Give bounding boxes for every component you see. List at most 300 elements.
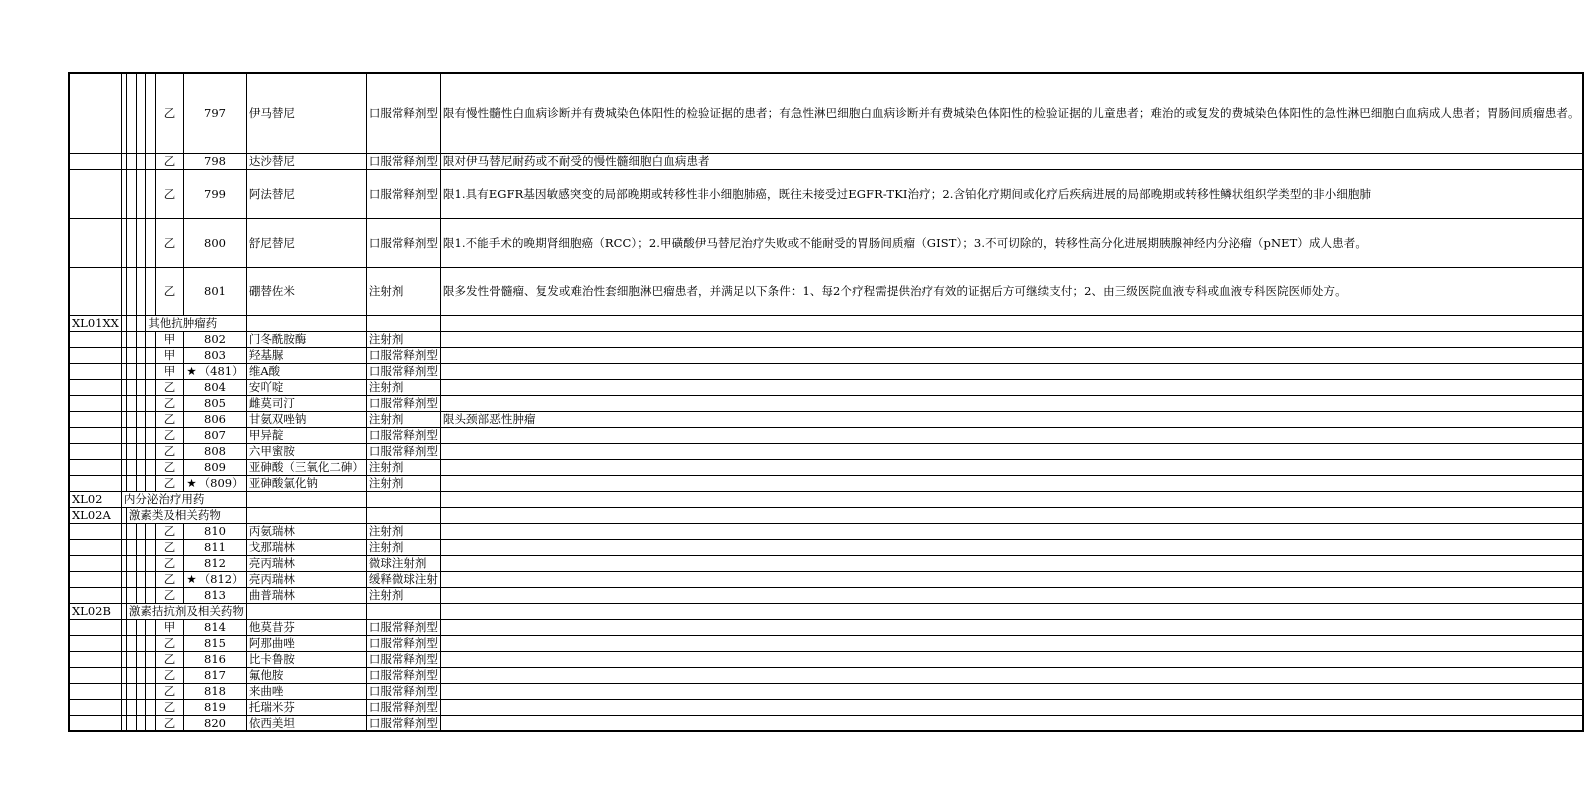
- drug-number: 807: [204, 428, 226, 442]
- star-icon: ★: [186, 476, 197, 490]
- empty-cell: [136, 475, 146, 491]
- category-code-cell: [69, 73, 121, 153]
- drug-name-cell: [246, 507, 366, 523]
- remark-cell: 限有慢性髓性白血病诊断并有费城染色体阳性的检验证据的患者；有急性淋巴细胞白血病诊断并有费城染色体阳性的检验证据的儿童患者；难治的或复发的费城染色体阳性的急性淋巴细胞白血病成人患者；胃肠间质瘤患者。: [440, 73, 1582, 153]
- drug-number-cell: [184, 411, 247, 427]
- table-row: [69, 267, 1583, 315]
- empty-cell: [136, 683, 146, 699]
- drug-number: （481）: [198, 364, 244, 378]
- category-code-cell: [69, 667, 121, 683]
- remark-cell: [440, 475, 1582, 491]
- drug-number-cell: [184, 683, 247, 699]
- empty-cell: [146, 587, 156, 603]
- remark-cell: [440, 443, 1582, 459]
- empty-cell: [136, 635, 146, 651]
- empty-cell: [126, 635, 136, 651]
- drug-number-cell: [184, 555, 247, 571]
- empty-cell: [146, 395, 156, 411]
- dosage-form-cell: [366, 491, 440, 507]
- empty-cell: [146, 635, 156, 651]
- category-code-cell: [69, 169, 121, 218]
- drug-name-cell: 氟他胺: [246, 667, 366, 683]
- dosage-form-cell: 口服常释剂型: [366, 153, 440, 169]
- empty-cell: [136, 267, 146, 315]
- dosage-form-cell: 注射剂: [366, 587, 440, 603]
- empty-cell: [126, 363, 136, 379]
- empty-cell: [136, 571, 146, 587]
- remark-cell: [440, 459, 1582, 475]
- remark-cell: [440, 603, 1582, 619]
- remark-cell: 限对伊马替尼耐药或不耐受的慢性髓细胞白血病患者: [440, 153, 1582, 169]
- drug-name-cell: 他莫昔芬: [246, 619, 366, 635]
- category-code-cell: [69, 699, 121, 715]
- drug-number: （812）: [198, 572, 244, 586]
- empty-cell: [136, 619, 146, 635]
- drug-number-cell: [184, 379, 247, 395]
- drug-number-cell: [184, 699, 247, 715]
- empty-cell: [136, 347, 146, 363]
- drug-number-cell: [184, 715, 247, 731]
- remark-cell: [440, 507, 1582, 523]
- dosage-form-cell: 注射剂: [366, 539, 440, 555]
- section-row: [69, 603, 1583, 619]
- category-code-cell: [69, 153, 121, 169]
- drug-number-cell: [184, 539, 247, 555]
- dosage-form-cell: 缓释微球注射: [366, 571, 440, 587]
- empty-cell: [136, 315, 146, 331]
- drug-number-cell: [184, 587, 247, 603]
- remark-cell: 限多发性骨髓瘤、复发或难治性套细胞淋巴瘤患者，并满足以下条件：1、每2个疗程需提供治疗有效的证据后方可继续支付；2、由三级医院血液专科或血液专科医院医师处方。: [440, 267, 1582, 315]
- remark-cell: 限1.具有EGFR基因敏感突变的局部晚期或转移性非小细胞肺癌，既往未接受过EGFR-TKI治疗；2.含铂化疗期间或化疗后疾病进展的局部晚期或转移性鳞状组织学类型的非小细胞肺: [440, 169, 1582, 218]
- drug-name-cell: 来曲唑: [246, 683, 366, 699]
- empty-cell: [126, 683, 136, 699]
- table-row: [69, 169, 1583, 218]
- category-code-cell: [69, 523, 121, 539]
- empty-cell: [146, 523, 156, 539]
- insurance-class-cell: 乙: [155, 555, 183, 571]
- insurance-class-cell: 甲: [155, 347, 183, 363]
- remark-cell: [440, 619, 1582, 635]
- empty-cell: [146, 379, 156, 395]
- dosage-form-cell: 口服常释剂型: [366, 218, 440, 267]
- drug-number: 799: [204, 186, 226, 201]
- drug-name-cell: 硼替佐米: [246, 267, 366, 315]
- dosage-form-cell: 口服常释剂型: [366, 683, 440, 699]
- dosage-form-cell: [366, 507, 440, 523]
- drug-number: 798: [204, 154, 226, 168]
- empty-cell: [146, 619, 156, 635]
- empty-cell: [146, 443, 156, 459]
- dosage-form-cell: 注射剂: [366, 267, 440, 315]
- drug-number-cell: [184, 363, 247, 379]
- empty-cell: [146, 667, 156, 683]
- category-code-cell: [69, 619, 121, 635]
- remark-cell: [440, 683, 1582, 699]
- insurance-class-cell: 乙: [155, 587, 183, 603]
- category-label-cell: 激素类及相关药物: [126, 507, 246, 523]
- drug-number: 809: [204, 460, 226, 474]
- drug-number: 819: [204, 700, 226, 714]
- drug-name-cell: [246, 603, 366, 619]
- empty-cell: [126, 218, 136, 267]
- drug-name-cell: 舒尼替尼: [246, 218, 366, 267]
- drug-number: 808: [204, 444, 226, 458]
- insurance-class-cell: 乙: [155, 635, 183, 651]
- empty-cell: [146, 571, 156, 587]
- empty-cell: [146, 715, 156, 731]
- drug-number-cell: [184, 267, 247, 315]
- dosage-form-cell: 口服常释剂型: [366, 73, 440, 153]
- empty-cell: [126, 651, 136, 667]
- remark-cell: [440, 571, 1582, 587]
- empty-cell: [136, 411, 146, 427]
- insurance-class-cell: 乙: [155, 411, 183, 427]
- table-row: [69, 443, 1583, 459]
- remark-cell: 限1.不能手术的晚期肾细胞癌（RCC）；2.甲磺酸伊马替尼治疗失败或不能耐受的胃肠间质瘤（GIST）；3.不可切除的，转移性高分化进展期胰腺神经内分泌瘤（pNET）成人患者。: [440, 218, 1582, 267]
- drug-name-cell: 羟基脲: [246, 347, 366, 363]
- dosage-form-cell: 注射剂: [366, 523, 440, 539]
- empty-cell: [136, 459, 146, 475]
- drug-name-cell: 亮丙瑞林: [246, 571, 366, 587]
- remark-cell: [440, 363, 1582, 379]
- dosage-form-cell: 口服常释剂型: [366, 619, 440, 635]
- dosage-form-cell: 注射剂: [366, 475, 440, 491]
- table-row: [69, 571, 1583, 587]
- drug-number-cell: [184, 667, 247, 683]
- insurance-class-cell: 乙: [155, 651, 183, 667]
- category-code-cell: [69, 571, 121, 587]
- drug-number: 811: [204, 540, 226, 554]
- empty-cell: [126, 715, 136, 731]
- table-row: [69, 427, 1583, 443]
- drug-name-cell: 安吖啶: [246, 379, 366, 395]
- dosage-form-cell: [366, 315, 440, 331]
- drug-number: （809）: [198, 476, 244, 490]
- category-code-cell: [69, 651, 121, 667]
- empty-cell: [126, 153, 136, 169]
- empty-cell: [126, 427, 136, 443]
- empty-cell: [136, 395, 146, 411]
- insurance-class-cell: 乙: [155, 218, 183, 267]
- category-code-cell: [69, 218, 121, 267]
- table-row: [69, 635, 1583, 651]
- empty-cell: [136, 363, 146, 379]
- category-code-cell: [69, 395, 121, 411]
- remark-cell: [440, 651, 1582, 667]
- dosage-form-cell: 口服常释剂型: [366, 443, 440, 459]
- drug-name-cell: 达沙替尼: [246, 153, 366, 169]
- empty-cell: [146, 651, 156, 667]
- insurance-class-cell: 乙: [155, 379, 183, 395]
- table-row: [69, 587, 1583, 603]
- insurance-class-cell: 乙: [155, 459, 183, 475]
- dosage-form-cell: 口服常释剂型: [366, 667, 440, 683]
- remark-cell: [440, 555, 1582, 571]
- drug-number-cell: [184, 73, 247, 153]
- drug-name-cell: 丙氨瑞林: [246, 523, 366, 539]
- table-row: [69, 153, 1583, 169]
- category-code-cell: [69, 459, 121, 475]
- empty-cell: [136, 539, 146, 555]
- drug-name-cell: [246, 315, 366, 331]
- drug-name-cell: 甲异靛: [246, 427, 366, 443]
- drug-number-cell: [184, 523, 247, 539]
- section-row: [69, 315, 1583, 331]
- insurance-class-cell: 乙: [155, 395, 183, 411]
- remark-cell: [440, 715, 1582, 731]
- category-label-cell: 其他抗肿瘤药: [146, 315, 247, 331]
- remark-cell: [440, 491, 1582, 507]
- remark-cell: [440, 331, 1582, 347]
- insurance-class-cell: 乙: [155, 667, 183, 683]
- remark-cell: [440, 587, 1582, 603]
- drug-number: 810: [204, 524, 226, 538]
- empty-cell: [136, 218, 146, 267]
- drug-number-cell: [184, 427, 247, 443]
- category-code-cell: [69, 539, 121, 555]
- table-row: [69, 651, 1583, 667]
- empty-cell: [126, 315, 136, 331]
- drug-number: 818: [204, 684, 226, 698]
- table-row: [69, 218, 1583, 267]
- table-row: [69, 667, 1583, 683]
- insurance-class-cell: 乙: [155, 427, 183, 443]
- drug-number-cell: [184, 443, 247, 459]
- table-row: [69, 555, 1583, 571]
- remark-cell: [440, 667, 1582, 683]
- drug-number-cell: [184, 475, 247, 491]
- category-code-cell: [69, 443, 121, 459]
- empty-cell: [126, 619, 136, 635]
- insurance-class-cell: 甲: [155, 619, 183, 635]
- dosage-form-cell: 口服常释剂型: [366, 715, 440, 731]
- empty-cell: [136, 715, 146, 731]
- drug-name-cell: 曲普瑞林: [246, 587, 366, 603]
- empty-cell: [146, 331, 156, 347]
- empty-cell: [136, 667, 146, 683]
- table-row: [69, 699, 1583, 715]
- category-label-cell: 激素拮抗剂及相关药物: [126, 603, 246, 619]
- empty-cell: [126, 73, 136, 153]
- empty-cell: [146, 153, 156, 169]
- empty-cell: [146, 267, 156, 315]
- table-row: [69, 539, 1583, 555]
- remark-cell: 限头颈部恶性肿瘤: [440, 411, 1582, 427]
- category-label-cell: 内分泌治疗用药: [121, 491, 246, 507]
- category-code-cell: XL02A: [69, 507, 121, 523]
- drug-number: 802: [204, 332, 226, 346]
- table-row: [69, 363, 1583, 379]
- category-code-cell: XL02: [69, 491, 121, 507]
- category-code-cell: [69, 363, 121, 379]
- insurance-class-cell: 乙: [155, 571, 183, 587]
- dosage-form-cell: 注射剂: [366, 459, 440, 475]
- category-code-cell: [69, 715, 121, 731]
- empty-cell: [126, 169, 136, 218]
- empty-cell: [146, 427, 156, 443]
- empty-cell: [126, 587, 136, 603]
- table-row: [69, 411, 1583, 427]
- dosage-form-cell: 口服常释剂型: [366, 347, 440, 363]
- drug-catalog-table: [68, 72, 1584, 732]
- empty-cell: [126, 347, 136, 363]
- table-row: [69, 331, 1583, 347]
- remark-cell: [440, 635, 1582, 651]
- table-row: [69, 475, 1583, 491]
- drug-number-cell: [184, 395, 247, 411]
- drug-name-cell: 亮丙瑞林: [246, 555, 366, 571]
- insurance-class-cell: 乙: [155, 683, 183, 699]
- empty-cell: [126, 411, 136, 427]
- dosage-form-cell: 口服常释剂型: [366, 427, 440, 443]
- insurance-class-cell: 甲: [155, 363, 183, 379]
- insurance-class-cell: 乙: [155, 73, 183, 153]
- category-code-cell: XL02B: [69, 603, 121, 619]
- drug-number: 797: [204, 106, 226, 121]
- drug-number: 817: [204, 668, 226, 682]
- empty-cell: [126, 443, 136, 459]
- empty-cell: [136, 169, 146, 218]
- category-code-cell: [69, 683, 121, 699]
- drug-number-cell: [184, 635, 247, 651]
- drug-number-cell: [184, 347, 247, 363]
- insurance-class-cell: 乙: [155, 153, 183, 169]
- empty-cell: [136, 379, 146, 395]
- drug-number-cell: [184, 651, 247, 667]
- insurance-class-cell: 乙: [155, 475, 183, 491]
- drug-number-cell: [184, 331, 247, 347]
- star-icon: ★: [186, 572, 197, 586]
- dosage-form-cell: 口服常释剂型: [366, 635, 440, 651]
- category-code-cell: [69, 587, 121, 603]
- empty-cell: [146, 555, 156, 571]
- table-row: [69, 379, 1583, 395]
- empty-cell: [146, 683, 156, 699]
- remark-cell: [440, 395, 1582, 411]
- table-row: [69, 395, 1583, 411]
- category-code-cell: [69, 555, 121, 571]
- empty-cell: [136, 443, 146, 459]
- insurance-class-cell: 乙: [155, 169, 183, 218]
- drug-number-cell: [184, 153, 247, 169]
- drug-number: 805: [204, 396, 226, 410]
- drug-name-cell: 托瑞米芬: [246, 699, 366, 715]
- category-code-cell: [69, 635, 121, 651]
- dosage-form-cell: 口服常释剂型: [366, 651, 440, 667]
- empty-cell: [126, 523, 136, 539]
- remark-cell: [440, 539, 1582, 555]
- dosage-form-cell: 口服常释剂型: [366, 363, 440, 379]
- table-row: [69, 683, 1583, 699]
- empty-cell: [136, 73, 146, 153]
- table-body: [69, 73, 1583, 731]
- remark-cell: [440, 315, 1582, 331]
- drug-name-cell: 戈那瑞林: [246, 539, 366, 555]
- remark-cell: [440, 699, 1582, 715]
- drug-number: 815: [204, 636, 226, 650]
- drug-number: 812: [204, 556, 226, 570]
- empty-cell: [146, 218, 156, 267]
- empty-cell: [126, 459, 136, 475]
- empty-cell: [126, 667, 136, 683]
- empty-cell: [126, 267, 136, 315]
- remark-cell: [440, 347, 1582, 363]
- empty-cell: [136, 523, 146, 539]
- insurance-class-cell: 乙: [155, 699, 183, 715]
- drug-name-cell: [246, 491, 366, 507]
- drug-number: 804: [204, 380, 226, 394]
- dosage-form-cell: 注射剂: [366, 379, 440, 395]
- category-code-cell: [69, 347, 121, 363]
- empty-cell: [136, 331, 146, 347]
- empty-cell: [126, 555, 136, 571]
- empty-cell: [126, 395, 136, 411]
- empty-cell: [136, 153, 146, 169]
- drug-number-cell: [184, 619, 247, 635]
- drug-name-cell: 六甲蜜胺: [246, 443, 366, 459]
- empty-cell: [126, 475, 136, 491]
- dosage-form-cell: 注射剂: [366, 331, 440, 347]
- table-row: [69, 715, 1583, 731]
- drug-number-cell: [184, 571, 247, 587]
- empty-cell: [136, 587, 146, 603]
- empty-cell: [136, 555, 146, 571]
- insurance-class-cell: 乙: [155, 539, 183, 555]
- drug-name-cell: 比卡鲁胺: [246, 651, 366, 667]
- dosage-form-cell: 微球注射剂: [366, 555, 440, 571]
- category-code-cell: XL01XX: [69, 315, 121, 331]
- table-row: [69, 347, 1583, 363]
- table-row: [69, 523, 1583, 539]
- drug-number: 806: [204, 412, 226, 426]
- drug-number: 813: [204, 588, 226, 602]
- drug-name-cell: 亚砷酸氯化钠: [246, 475, 366, 491]
- remark-cell: [440, 427, 1582, 443]
- table-row: [69, 459, 1583, 475]
- drug-name-cell: 依西美坦: [246, 715, 366, 731]
- drug-number: 816: [204, 652, 226, 666]
- remark-cell: [440, 523, 1582, 539]
- drug-name-cell: 阿法替尼: [246, 169, 366, 218]
- drug-name-cell: 甘氨双唑钠: [246, 411, 366, 427]
- dosage-form-cell: 口服常释剂型: [366, 699, 440, 715]
- empty-cell: [126, 699, 136, 715]
- dosage-form-cell: [366, 603, 440, 619]
- drug-name-cell: 门冬酰胺酶: [246, 331, 366, 347]
- section-row: [69, 491, 1583, 507]
- insurance-class-cell: 乙: [155, 267, 183, 315]
- drug-name-cell: 阿那曲唑: [246, 635, 366, 651]
- empty-cell: [126, 331, 136, 347]
- empty-cell: [146, 169, 156, 218]
- empty-cell: [146, 73, 156, 153]
- drug-number: 814: [204, 620, 226, 634]
- insurance-class-cell: 乙: [155, 523, 183, 539]
- insurance-class-cell: 乙: [155, 443, 183, 459]
- table-row: [69, 73, 1583, 153]
- empty-cell: [136, 699, 146, 715]
- drug-number: 820: [204, 715, 226, 730]
- category-code-cell: [69, 427, 121, 443]
- dosage-form-cell: 口服常释剂型: [366, 395, 440, 411]
- category-code-cell: [69, 267, 121, 315]
- empty-cell: [146, 363, 156, 379]
- drug-number-cell: [184, 169, 247, 218]
- drug-name-cell: 伊马替尼: [246, 73, 366, 153]
- empty-cell: [146, 411, 156, 427]
- drug-number: 803: [204, 348, 226, 362]
- category-code-cell: [69, 411, 121, 427]
